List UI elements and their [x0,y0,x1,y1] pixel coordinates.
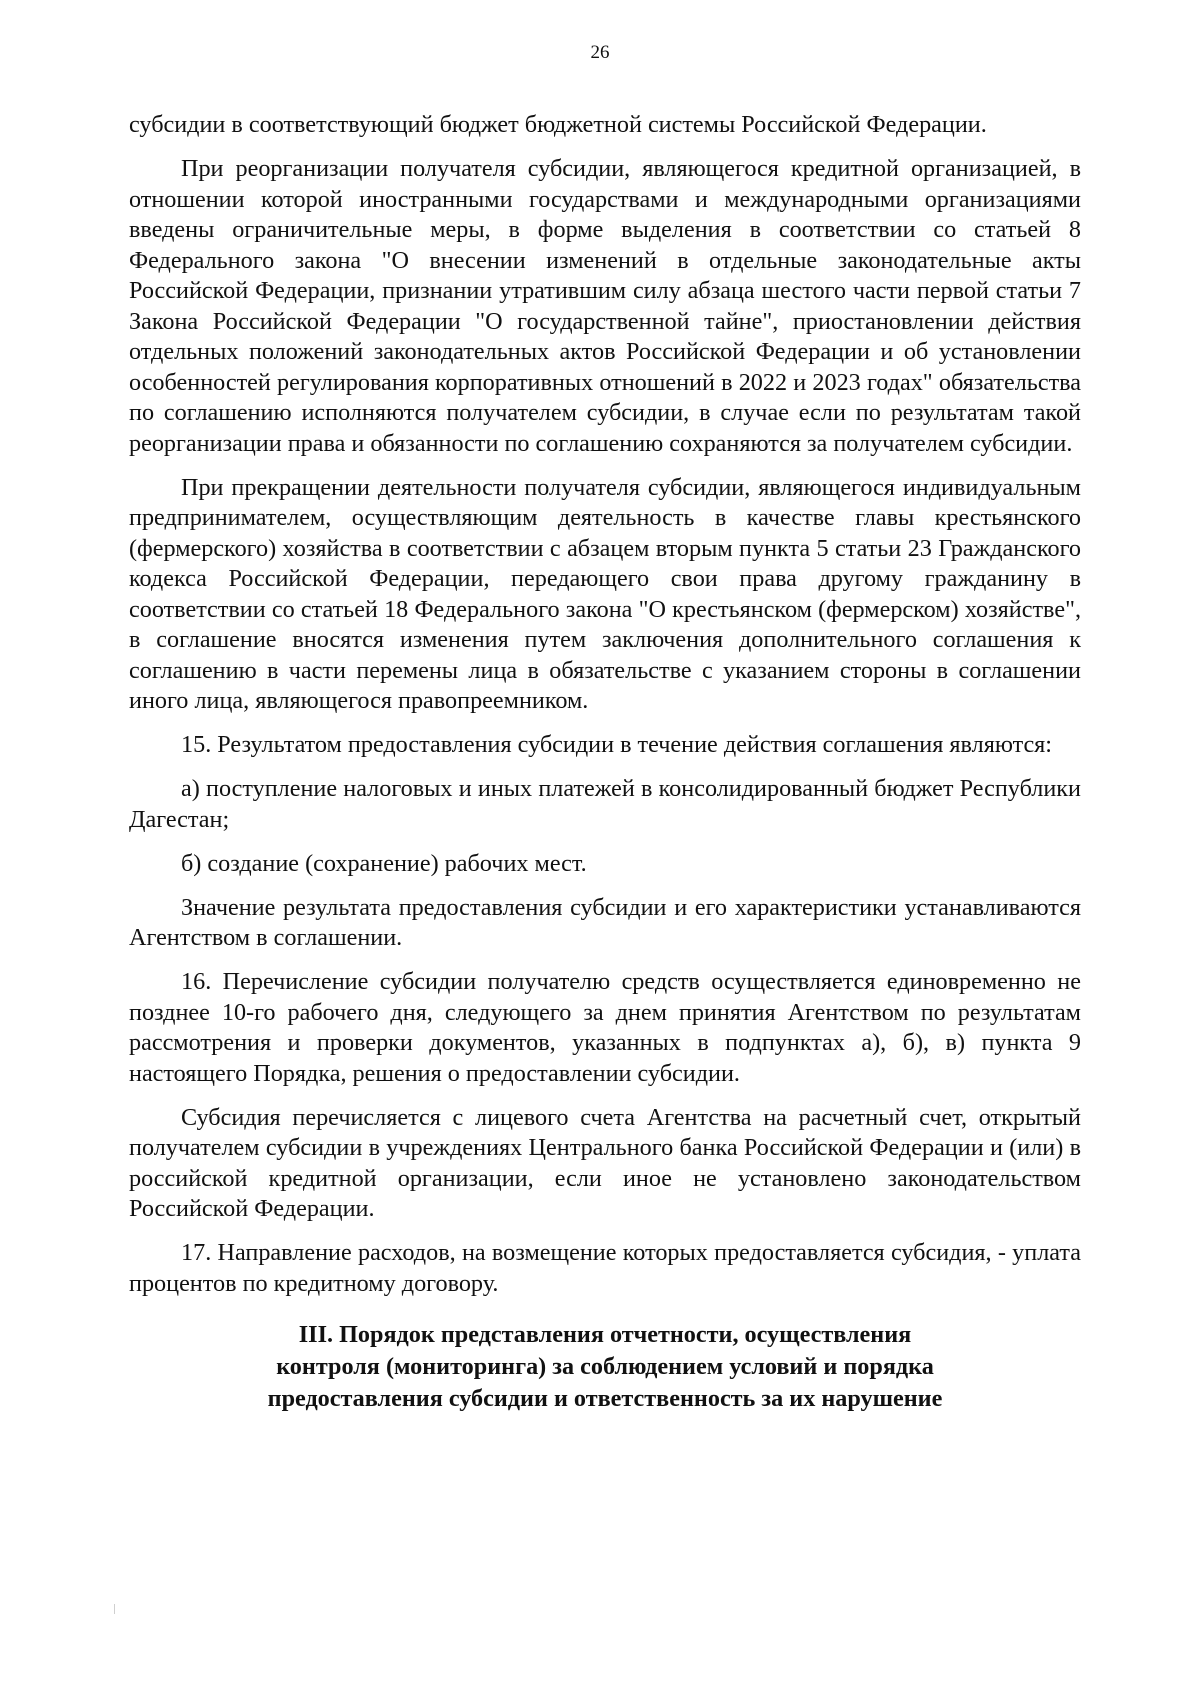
section-heading-line-1: III. Порядок представления отчетности, осуществления [298,1321,912,1348]
paragraph-termination: При прекращении деятельности получателя субсидии, являющегося индивидуальным предпринимателем, осуществляющим деятельность в качестве главы крестьянского (фермерского) хозяйства в соответствии с абзацем вторым пункта 5 статьи 23 Гражданского кодекса Российской Федерации, передающего свои права другому гражданину в соответствии со статьей 18 Федерального закона "О крестьянском (фермерском) хозяйстве", в соглашение вносятся изменения путем заключения дополнительного соглашения к соглашению в части перемены лица в обязательстве с указанием стороны в соглашении иного лица, являющегося правопреемником. [129,473,1081,714]
document-body [129,110,1081,1415]
section-heading-line-2: контроля (мониторинга) за соблюдением условий и порядка [276,1353,934,1380]
paragraph-reorganization: При реорганизации получателя субсидии, являющегося кредитной организацией, в отношении которой иностранными государствами и международными организациями введены ограничительные меры, в форме выделения в соответствии со статьей 8 Федерального закона "О внесении изменений в отдельные законодательные акты Российской Федерации, признании утратившим силу абзаца шестого части первой статьи 7 Закона Российской Федерации "О государственной тайне", приостановлении действия отдельных положений законодательных актов Российской Федерации и об установлении особенностей регулирования корпоративных отношений в 2022 и 2023 годах" обязательства по соглашению исполняются получателем субсидии, в случае если по результатам такой реорганизации права и обязанности по соглашению сохраняются за получателем субсидии. [129,155,1081,457]
page-number: 26 [590,42,610,63]
margin-mark [114,1604,115,1614]
paragraph-item-16: 16. Перечисление субсидии получателю средств осуществляется единовременно не позднее 10-го рабочего дня, следующего за днем принятия Агентством по результатам рассмотрения и проверки документов, указанных в подпунктах а), б), в) пункта 9 настоящего Порядка, решения о предоставлении субсидии. [129,968,1081,1087]
paragraph-result-value: Значение результата предоставления субсидии и его характеристики устанавливаются Агентством в соглашении. [129,893,1081,951]
paragraph-item-15b: б) создание (сохранение) рабочих мест. [181,849,587,877]
paragraph-continuation: субсидии в соответствующий бюджет бюджетной системы Российской Федерации. [129,111,987,138]
paragraph-item-17: 17. Направление расходов, на возмещение которых предоставляется субсидия, - уплата процентов по кредитному договору. [129,1239,1081,1297]
section-heading-line-3: предоставления субсидии и ответственность за их нарушение [267,1385,943,1412]
paragraph-item-15: 15. Результатом предоставления субсидии в течение действия соглашения являются: [181,731,1053,758]
paragraph-item-15a: а) поступление налоговых и иных платежей в консолидированный бюджет Республики Дагестан; [129,775,1081,833]
section-heading [129,1319,1081,1415]
paragraph-transfer: Субсидия перечисляется с лицевого счета Агентства на расчетный счет, открытый получателем субсидии в учреждениях Центрального банка Российской Федерации и (или) в российской кредитной организации, если иное не установлено законодательством Российской Федерации. [129,1103,1081,1222]
